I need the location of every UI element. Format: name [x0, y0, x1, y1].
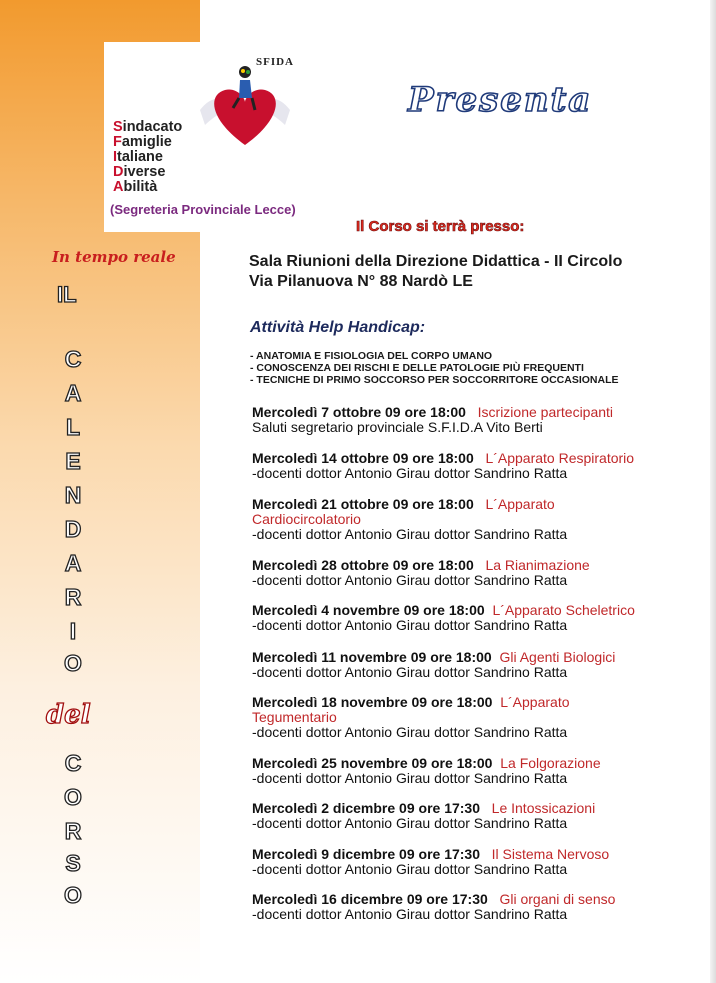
corso-letter: S [65, 850, 81, 876]
schedule-entry [252, 892, 682, 922]
schedule-note: -docenti dottor Antonio Girau dottor Sandrino Ratta [252, 664, 568, 680]
schedule-date: Mercoledì 28 ottobre 09 ore 18:00 [252, 557, 474, 573]
venue-line: Via Pilanuova N° 88 Nardò LE [249, 273, 473, 290]
schedule-topic: Le Intossicazioni [491, 800, 596, 816]
logo-brand: SFIDA [256, 56, 295, 68]
schedule-topic: Iscrizione partecipanti [477, 404, 614, 420]
corso-letter: R [64, 818, 82, 844]
schedule-topic: La Rianimazione [485, 557, 590, 573]
schedule-date: Mercoledì 25 novembre 09 ore 18:00 [252, 755, 493, 771]
organization-name [113, 120, 182, 195]
calendario-letter: C [64, 346, 82, 372]
calendario-letter: R [64, 584, 82, 610]
schedule-note: Saluti segretario provinciale S.F.I.D.A Vito Berti [252, 419, 543, 435]
schedule-date: Mercoledì 11 novembre 09 ore 18:00 [252, 649, 492, 665]
schedule-date: Mercoledì 7 ottobre 09 ore 18:00 [252, 404, 466, 420]
schedule-note: -docenti dottor Antonio Girau dottor Sandrino Ratta [252, 465, 568, 481]
schedule-entry [252, 603, 702, 633]
schedule-entry [252, 497, 602, 542]
schedule-topic: La Folgorazione [500, 755, 601, 771]
org-line: Abilità [113, 179, 158, 195]
schedule-topic: L´Apparato Tegumentario [252, 694, 570, 725]
schedule-date: Mercoledì 21 ottobre 09 ore 18:00 [252, 496, 474, 512]
del-label: del [46, 700, 91, 730]
schedule-note: -docenti dottor Antonio Girau dottor Sandrino Ratta [252, 617, 568, 633]
presenta-heading: Presenta [408, 80, 593, 120]
help-handicap-title: Attività Help Handicap: [250, 319, 426, 336]
calendario-letter: A [64, 380, 82, 406]
topic-item: - TECNICHE DI PRIMO SOCCORSO PER SOCCORRITORE OCCASIONALE [250, 374, 619, 386]
schedule-topic: L´Apparato Cardiocircolatorio [252, 496, 555, 527]
schedule-note: -docenti dottor Antonio Girau dottor Sandrino Ratta [252, 906, 568, 922]
heart-wheelchair-logo-icon [195, 60, 295, 150]
calendario-letter: A [64, 550, 82, 576]
schedule-topic: Gli Agenti Biologici [499, 649, 616, 665]
schedule-entry [252, 650, 682, 680]
schedule-entry [252, 695, 612, 740]
calendario-letter: I [69, 618, 77, 644]
schedule-note: -docenti dottor Antonio Girau dottor Sandrino Ratta [252, 526, 568, 542]
schedule-note: -docenti dottor Antonio Girau dottor Sandrino Ratta [252, 861, 568, 877]
schedule-date: Mercoledì 9 dicembre 09 ore 17:30 [252, 846, 480, 862]
in-tempo-reale-label: In tempo reale [52, 248, 176, 266]
org-subtitle: (Segreteria Provinciale Lecce) [110, 202, 296, 217]
schedule-date: Mercoledì 2 dicembre 09 ore 17:30 [252, 800, 480, 816]
calendario-letter: D [64, 516, 82, 542]
topic-item: - CONOSCENZA DEI RISCHI E DELLE PATOLOGIE PIÙ FREQUENTI [250, 362, 584, 374]
calendario-letter: O [64, 650, 82, 676]
schedule-note: -docenti dottor Antonio Girau dottor Sandrino Ratta [252, 815, 568, 831]
schedule-entry [252, 801, 682, 831]
org-line: Diverse [113, 164, 166, 180]
schedule-topic: Gli organi di senso [499, 891, 616, 907]
page-edge-shadow [710, 0, 716, 983]
corso-letter: O [64, 784, 82, 810]
schedule-date: Mercoledì 14 ottobre 09 ore 18:00 [252, 450, 474, 466]
venue-line: Sala Riunioni della Direzione Didattica - II Circolo [249, 253, 623, 270]
org-line: Famiglie [113, 134, 172, 150]
venue-heading: Il Corso si terrà presso: [356, 218, 525, 235]
corso-letter: O [64, 882, 82, 908]
schedule-date: Mercoledì 18 novembre 09 ore 18:00 [252, 694, 493, 710]
schedule-note: -docenti dottor Antonio Girau dottor Sandrino Ratta [252, 572, 568, 588]
org-line: Italiane [113, 149, 163, 165]
calendario-letter: N [64, 482, 82, 508]
topics-list [250, 350, 619, 386]
schedule-note: -docenti dottor Antonio Girau dottor Sandrino Ratta [252, 724, 568, 740]
schedule-topic: L´Apparato Scheletrico [492, 602, 635, 618]
venue-address [249, 252, 622, 292]
schedule-entry [252, 405, 682, 435]
schedule-date: Mercoledì 4 novembre 09 ore 18:00 [252, 602, 485, 618]
calendario-letter: L [65, 414, 81, 440]
il-label: IL [57, 282, 77, 307]
schedule-note: -docenti dottor Antonio Girau dottor Sandrino Ratta [252, 770, 568, 786]
schedule-date: Mercoledì 16 dicembre 09 ore 17:30 [252, 891, 488, 907]
org-line: Sindacato [113, 119, 183, 135]
topic-item: - ANATOMIA E FISIOLOGIA DEL CORPO UMANO [250, 350, 493, 362]
schedule-entry [252, 756, 682, 786]
schedule-topic: Il Sistema Nervoso [491, 846, 610, 862]
schedule-topic: L´Apparato Respiratorio [485, 450, 635, 466]
corso-letter: C [64, 750, 82, 776]
schedule-entry [252, 451, 682, 481]
schedule-entry [252, 558, 682, 588]
schedule-entry [252, 847, 682, 877]
calendario-letter: E [65, 448, 81, 474]
